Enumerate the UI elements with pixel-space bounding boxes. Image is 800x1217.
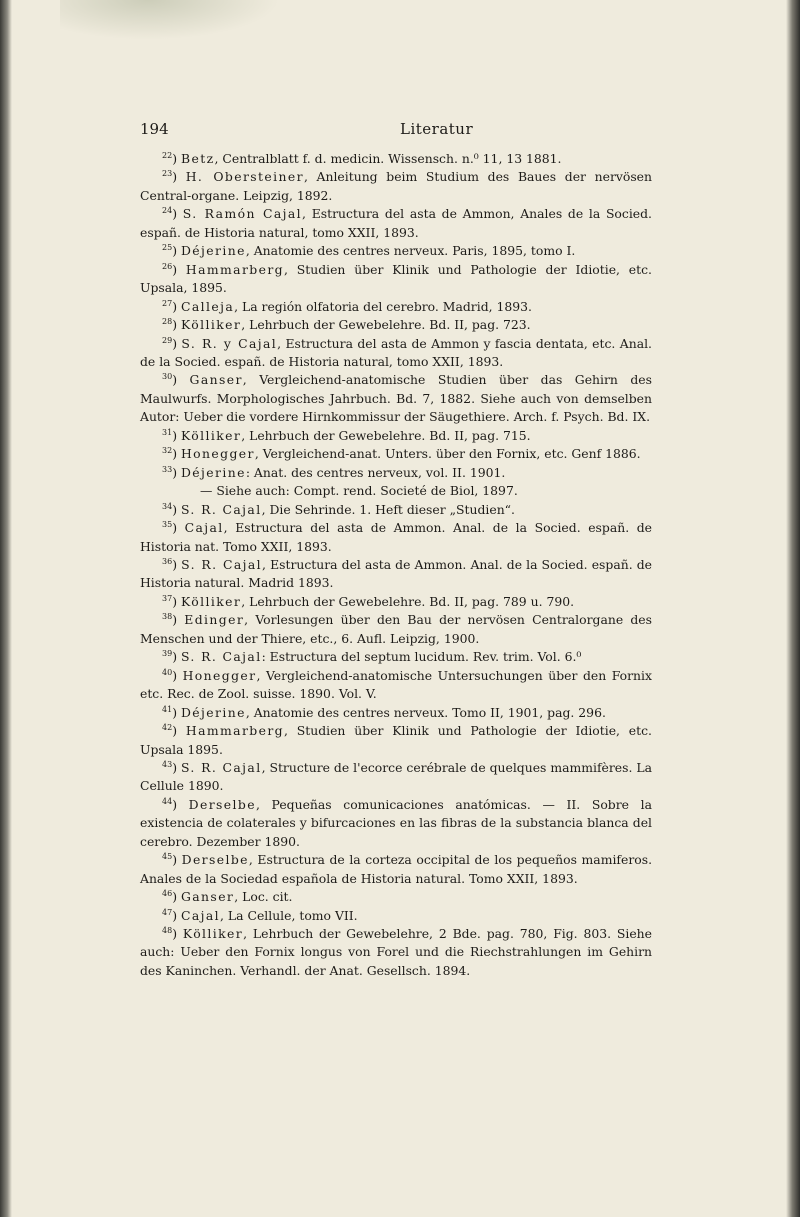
reference-author: S. R. Cajal xyxy=(181,556,263,572)
page-header xyxy=(140,120,610,140)
reference-author: Edinger xyxy=(184,612,245,628)
reference-author: Déjerine xyxy=(180,704,246,720)
footnote-number: 36 xyxy=(162,556,173,566)
footnote-number: 25 xyxy=(162,243,173,253)
reference-text: , Estructura del asta de Ammon. Anal. de la Socied. españ. de Historia natural. Madrid 1893. xyxy=(140,556,652,591)
reference-author: S. Ramón Cajal xyxy=(182,206,303,222)
reference-entry: $^{30}$) Ganser, Vergleichend-anatomische Studien über das Gehirn des Maulwurfs. Morphologisches Jahrbuch. Bd. 7, 1882. Siehe auch von demselben Autor: Ueber die vordere Hirnkommissur der Säugethiere. Arch. f. Psych. Bd. IX. xyxy=(140,372,652,425)
reference-author: S. R. y Cajal xyxy=(181,335,278,351)
reference-text: , La región olfatoria del cerebro. Madrid, 1893. xyxy=(234,298,532,314)
footnote-number: 34 xyxy=(162,501,173,511)
reference-author: Déjerine xyxy=(180,464,246,480)
running-title: Literatur xyxy=(400,120,474,138)
reference-text: , Estructura del asta de Ammon y fascia dentata, etc. Anal. de la Socied. españ. de Historia natural, tomo XXII, 1893. xyxy=(140,335,652,369)
reference-text: , Pequeñas comunicaciones anatómicas. — II. Sobre la existencia de colaterales y bifurcaciones en las fibras de la substancia blanca del cerebro. Dezember 1890. xyxy=(140,796,652,849)
page-left-edge xyxy=(0,0,12,1217)
footnote-number: 30 xyxy=(162,372,173,382)
reference-entry: $^{24}$) S. Ramón Cajal, Estructura del asta de Ammon, Anales de la Socied. españ. de Historia natural, tomo XXII, 1893. xyxy=(140,206,652,240)
footnote-number: 48 xyxy=(162,926,173,936)
footnote-number: 37 xyxy=(162,593,173,603)
reference-text: , Lehrbuch der Gewebelehre. Bd. II, pag. 789 u. 790. xyxy=(241,593,575,609)
reference-entry: $^{43}$) S. R. Cajal, Structure de l'ecorce cerébrale de quelques mammifères. La Cellule 1890. xyxy=(140,759,652,794)
footnote-number: 33 xyxy=(162,464,173,474)
reference-author: Hammarberg xyxy=(185,723,284,739)
footnote-number: 23 xyxy=(162,169,173,179)
reference-entry: $^{23}$) H. Obersteiner, Anleitung beim Studium des Baues der nervösen Central-organe. Leipzig, 1892. xyxy=(140,169,652,203)
footnote-number: 44 xyxy=(162,796,173,806)
footnote-number: 43 xyxy=(162,759,173,769)
reference-author: Betz xyxy=(180,151,215,166)
reference-entry: $^{28}$) Kölliker, Lehrbuch der Gewebelehre. Bd. II, pag. 723. xyxy=(162,317,531,333)
reference-entry: $^{36}$) S. R. Cajal, Estructura del asta de Ammon. Anal. de la Socied. españ. de Historia natural. Madrid 1893. xyxy=(140,556,652,591)
footnote-number: 24 xyxy=(162,206,173,216)
reference-entry: $^{37}$) Kölliker, Lehrbuch der Gewebelehre. Bd. II, pag. 789 u. 790. xyxy=(162,593,575,609)
footnote-number: 29 xyxy=(162,335,173,345)
reference-entry: $^{39}$) S. R. Cajal: Estructura del septum lucidum. Rev. trim. Vol. 6.⁰ xyxy=(162,649,582,665)
page-right-edge xyxy=(786,0,800,1217)
reference-author: H. Obersteiner xyxy=(185,169,304,185)
reference-text: , Estructura del asta de Ammon. Anal. de la Socied. españ. de Historia nat. Tomo XXII, 1893. xyxy=(140,520,652,554)
reference-author: Kölliker xyxy=(180,593,242,609)
reference-entry: $^{38}$) Edinger, Vorlesungen über den Bau der nervösen Centralorgane des Menschen und der Thiere, etc., 6. Aufl. Leipzig, 1900. xyxy=(140,612,653,646)
reference-entry: $^{45}$) Derselbe, Estructura de la corteza occipital de los pequeños mamiferos. Anales de la Sociedad española de Historia natural. Tomo XXII, 1893. xyxy=(140,852,653,886)
reference-text: , Estructura del asta de Ammon, Anales de la Socied. españ. de Historia natural, tomo XXII, 1893. xyxy=(140,206,652,240)
footnote-number: 47 xyxy=(162,907,173,917)
reference-author: Déjerine xyxy=(180,243,246,259)
reference-author: Ganser xyxy=(180,889,235,905)
reference-entry: $^{25}$) Déjerine, Anatomie des centres nerveux. Paris, 1895, tomo I. xyxy=(162,243,576,259)
reference-author: Cajal xyxy=(184,520,224,536)
reference-text: : Estructura del septum lucidum. Rev. trim. Vol. 6.⁰ xyxy=(261,649,582,665)
reference-entry: $^{34}$) S. R. Cajal, Die Sehrinde. 1. Heft dieser „Studien“. xyxy=(162,501,515,517)
reference-entry: $^{47}$) Cajal, La Cellule, tomo VII. xyxy=(162,907,358,923)
reference-entry: $^{26}$) Hammarberg, Studien über Klinik und Pathologie der Idiotie, etc. Upsala, 1895. xyxy=(140,261,652,296)
footnote-number: 39 xyxy=(162,649,173,659)
page-number: 194 xyxy=(140,120,169,138)
footnote-number: 32 xyxy=(162,446,173,456)
reference-author: Honegger xyxy=(182,667,257,683)
footnote-number: 35 xyxy=(162,520,173,530)
reference-author: S. R. Cajal xyxy=(180,501,262,517)
reference-text: , Anatomie des centres nerveux. Tomo II, 1901, pag. 296. xyxy=(245,704,606,720)
reference-entry: $^{46}$) Ganser, Loc. cit. xyxy=(162,889,293,905)
reference-author: Kölliker xyxy=(180,427,242,443)
footnote-number: 46 xyxy=(162,889,173,899)
reference-entry: $^{27}$) Calleja, La región olfatoria del cerebro. Madrid, 1893. xyxy=(162,298,532,314)
reference-entry: $^{40}$) Honegger, Vergleichend-anatomische Untersuchungen über den Fornix etc. Rec. de Zool. suisse. 1890. Vol. V. xyxy=(140,667,652,702)
footnote-number: 42 xyxy=(162,723,173,733)
reference-text: , Lehrbuch der Gewebelehre. Bd. II, pag. 723. xyxy=(241,317,531,333)
footnote-number: 45 xyxy=(162,852,173,862)
reference-author: Calleja xyxy=(180,298,235,314)
footnote-number: 38 xyxy=(162,612,173,622)
reference-author: Derselbe xyxy=(188,796,256,812)
footnote-number: 41 xyxy=(162,704,173,714)
reference-entry xyxy=(140,482,652,500)
reference-text: , La Cellule, tomo VII. xyxy=(220,907,358,923)
reference-entry: $^{42}$) Hammarberg, Studien über Klinik und Pathologie der Idiotie, etc. Upsala 1895. xyxy=(140,723,652,757)
reference-entry: $^{35}$) Cajal, Estructura del asta de Ammon. Anal. de la Socied. españ. de Historia nat. Tomo XXII, 1893. xyxy=(140,520,652,554)
footnote-number: 26 xyxy=(162,261,173,271)
reference-text: , Lehrbuch der Gewebelehre, 2 Bde. pag. 780, Fig. 803. Siehe auch: Ueber den Fornix longus von Forel und die Riechstrahlungen im Gehirn des Kaninchen. Verhandl. der Anat. Gesellsch. 1894. xyxy=(140,926,652,978)
reference-author: Honegger xyxy=(180,446,255,462)
reference-entry: $^{48}$) Kölliker, Lehrbuch der Gewebelehre, 2 Bde. pag. 780, Fig. 803. Siehe auch: Ueber den Fornix longus von Forel und die Riechstrahlungen im Gehirn des Kaninchen. Verhandl. der Anat. Gesellsch. 1894. xyxy=(140,926,652,978)
reference-text: , Lehrbuch der Gewebelehre. Bd. II, pag. 715. xyxy=(241,427,531,443)
footnote-number: 40 xyxy=(162,667,173,677)
reference-author: Derselbe xyxy=(181,852,249,868)
reference-entry: $^{22}$) Betz, Centralblatt f. d. medicin. Wissensch. n.⁰ 11, 13 1881. xyxy=(162,151,562,166)
reference-author: Kölliker xyxy=(180,317,242,333)
reference-author: Kölliker xyxy=(182,926,244,942)
reference-entry: $^{31}$) Kölliker, Lehrbuch der Gewebelehre. Bd. II, pag. 715. xyxy=(162,427,531,443)
reference-text: , Vergleichend-anatomische Studien über das Gehirn des Maulwurfs. Morphologisches Jahrbuch. Bd. 7, 1882. Siehe auch von demselben Autor: Ueber die vordere Hirnkommissur der Säugethiere. Arch. f. Psych. Bd. IX. xyxy=(140,372,652,425)
reference-text: , Anleitung beim Studium des Baues der nervösen Central-organe. Leipzig, 1892. xyxy=(140,169,652,203)
reference-author: S. R. Cajal xyxy=(180,649,262,665)
reference-entry: $^{32}$) Honegger, Vergleichend-anat. Unters. über den Fornix, etc. Genf 1886. xyxy=(162,446,641,462)
reference-text: , Studien über Klinik und Pathologie der Idiotie, etc. Upsala 1895. xyxy=(140,723,652,757)
footnote-number: 28 xyxy=(162,317,173,327)
reference-list xyxy=(140,150,652,980)
reference-author: Ganser xyxy=(189,372,243,388)
page-stain xyxy=(60,0,280,40)
footnote-number: 22 xyxy=(162,151,173,160)
reference-entry: $^{29}$) S. R. y Cajal, Estructura del asta de Ammon y fascia dentata, etc. Anal. de la Socied. españ. de Historia natural, tomo XXII, 1893. xyxy=(140,335,652,369)
reference-text: , Anatomie des centres nerveux. Paris, 1895, tomo I. xyxy=(245,243,576,259)
reference-author: S. R. Cajal xyxy=(180,759,262,775)
reference-entry: $^{41}$) Déjerine, Anatomie des centres nerveux. Tomo II, 1901, pag. 296. xyxy=(162,704,606,720)
reference-text: , Vergleichend-anatomische Untersuchungen über den Fornix etc. Rec. de Zool. suisse. 1890. Vol. V. xyxy=(140,667,652,702)
footnote-number: 31 xyxy=(162,427,173,437)
footnote-number: 27 xyxy=(162,298,173,308)
reference-text: — Siehe auch: Compt. rend. Societé de Biol, 1897. xyxy=(200,483,518,499)
reference-text: , Vorlesungen über den Bau der nervösen Centralorgane des Menschen und der Thiere, etc., 6. Aufl. Leipzig, 1900. xyxy=(140,612,653,646)
reference-text: , Studien über Klinik und Pathologie der Idiotie, etc. Upsala, 1895. xyxy=(140,261,652,296)
reference-text: , Die Sehrinde. 1. Heft dieser „Studien“. xyxy=(261,501,515,517)
reference-entry: $^{44}$) Derselbe, Pequeñas comunicaciones anatómicas. — II. Sobre la existencia de colaterales y bifurcaciones en las fibras de la substancia blanca del cerebro. Dezember 1890. xyxy=(140,796,652,849)
reference-text: : Anat. des centres nerveux, vol. II. 1901. xyxy=(245,464,506,480)
reference-entry: $^{33}$) Déjerine: Anat. des centres nerveux, vol. II. 1901. xyxy=(162,464,506,480)
reference-text: , Loc. cit. xyxy=(234,889,293,905)
reference-author: Hammarberg xyxy=(185,261,284,277)
reference-text: , Structure de l'ecorce cerébrale de quelques mammifères. La Cellule 1890. xyxy=(140,759,652,794)
reference-text: , Centralblatt f. d. medicin. Wissensch. n.⁰ 11, 13 1881. xyxy=(214,151,562,166)
reference-text: , Vergleichend-anat. Unters. über den Fornix, etc. Genf 1886. xyxy=(254,446,641,462)
reference-text: , Estructura de la corteza occipital de los pequeños mamiferos. Anales de la Sociedad española de Historia natural. Tomo XXII, 1893. xyxy=(140,852,653,886)
reference-author: Cajal xyxy=(180,907,221,923)
